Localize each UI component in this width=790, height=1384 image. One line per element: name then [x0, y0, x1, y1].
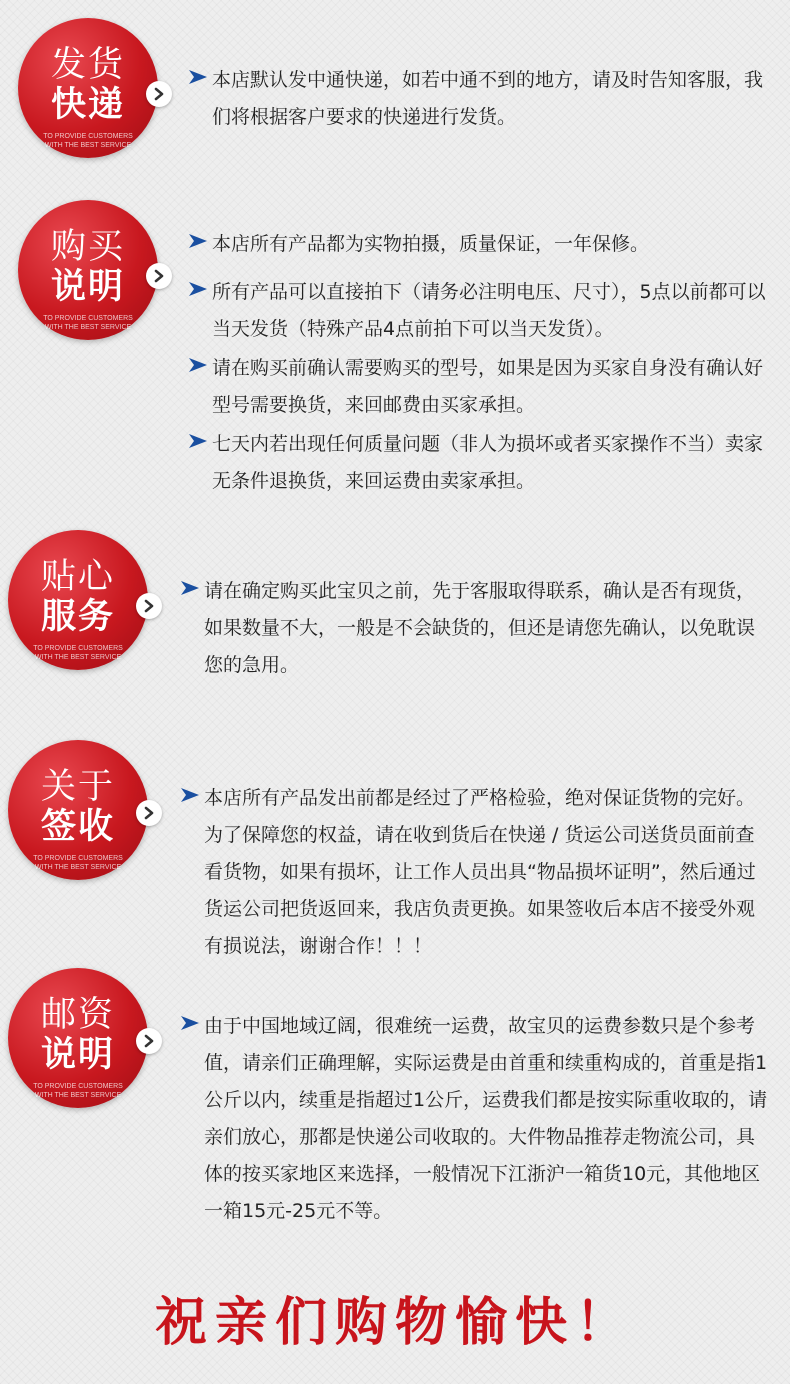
badge-title-line2: 说明	[40, 1035, 115, 1075]
blue-arrow-icon	[188, 281, 208, 297]
badge-title-line2: 说明	[50, 267, 125, 307]
chevron-right-icon	[146, 81, 172, 107]
badge-title-line1: 关于	[40, 767, 115, 807]
blue-arrow-icon	[188, 357, 208, 373]
chevron-right-icon	[146, 263, 172, 289]
item-text: 请在购买前确认需要购买的型号，如果是因为买家自身没有确认好型号需要换货，来回邮费由买家承担。	[212, 357, 764, 416]
section-purchase	[0, 200, 790, 500]
blue-arrow-icon	[188, 433, 208, 449]
badge-subtitle	[8, 644, 148, 662]
blue-arrow-icon	[188, 233, 208, 249]
section-badge	[18, 18, 158, 158]
blue-arrow-icon	[180, 787, 200, 803]
badge-title-line2: 快递	[50, 85, 125, 125]
chevron-right-icon	[136, 593, 162, 619]
item-text: 由于中国地域辽阔，很难统一运费，故宝贝的运费参数只是个参考值，请亲们正确理解，实际运费是由首重和续重构成的，首重是指1公斤以内，续重是指超过1公斤，运费我们都是按实际重收取的，请亲们放心，那都是快递公司收取的。大件物品推荐走物流公司，具体的按买家地区来选择，一般情况下江浙沪一箱货10元，其他地区一箱15元-25元不等。	[204, 1015, 768, 1222]
badge-subtitle	[18, 314, 158, 332]
badge-subtitle-text: TO PROVIDE CUSTOMERS WITH THE BEST SERVICE	[43, 133, 133, 149]
closing-slogan: 祝亲们购物愉快！	[154, 1292, 635, 1353]
item-text: 本店所有产品都为实物拍摄，质量保证，一年保修。	[212, 233, 650, 255]
item-text: 请在确定购买此宝贝之前，先于客服取得联系，确认是否有现货，如果数量不大，一般是不会缺货的，但还是请您先确认，以免耽误您的急用。	[204, 580, 756, 676]
item-text: 本店所有产品发出前都是经过了严格检验，绝对保证货物的完好。为了保障您的权益，请在收到货后在快递 / 货运公司送货员面前查看货物，如果有损坏，让工作人员出具“物品损坏证明”，然后通过货运公司把货返回来，我店负责更换。如果签收后本店不接受外观有损说法，谢谢合作！！！	[204, 787, 756, 957]
item-text: 本店默认发中通快递，如若中通不到的地方，请及时告知客服，我们将根据客户要求的快递进行发货。	[212, 69, 764, 128]
section-badge	[18, 200, 158, 340]
section-badge	[8, 968, 148, 1108]
badge-subtitle-text: TO PROVIDE CUSTOMERS WITH THE BEST SERVICE	[43, 315, 133, 331]
section-badge	[8, 530, 148, 670]
badge-title-line2: 签收	[40, 807, 115, 847]
chevron-right-icon	[136, 800, 162, 826]
badge-subtitle	[18, 132, 158, 150]
blue-arrow-icon	[188, 69, 208, 85]
chevron-right-icon	[136, 1028, 162, 1054]
blue-arrow-icon	[180, 1015, 200, 1031]
section-postage	[0, 968, 790, 1222]
badge-title-line1: 邮资	[40, 995, 115, 1035]
badge-title-line1: 购买	[50, 227, 125, 267]
badge-title-line2: 服务	[40, 597, 115, 637]
section-service	[0, 530, 790, 690]
item-text: 所有产品可以直接拍下（请务必注明电压、尺寸），5点以前都可以当天发货（特殊产品4点前拍下可以当天发货）。	[212, 281, 766, 340]
section-shipping	[0, 18, 790, 158]
section-badge	[8, 740, 148, 880]
badge-subtitle-text: TO PROVIDE CUSTOMERS WITH THE BEST SERVICE	[33, 645, 123, 661]
badge-title-line1: 贴心	[40, 557, 115, 597]
blue-arrow-icon	[180, 580, 200, 596]
badge-subtitle	[8, 1082, 148, 1100]
section-receipt	[0, 740, 790, 957]
badge-subtitle-text: TO PROVIDE CUSTOMERS WITH THE BEST SERVICE	[33, 855, 123, 871]
badge-subtitle	[8, 854, 148, 872]
item-text: 七天内若出现任何质量问题（非人为损坏或者买家操作不当）卖家无条件退换货，来回运费由卖家承担。	[212, 433, 764, 492]
badge-title-line1: 发货	[50, 45, 125, 85]
badge-subtitle-text: TO PROVIDE CUSTOMERS WITH THE BEST SERVICE	[33, 1083, 123, 1099]
